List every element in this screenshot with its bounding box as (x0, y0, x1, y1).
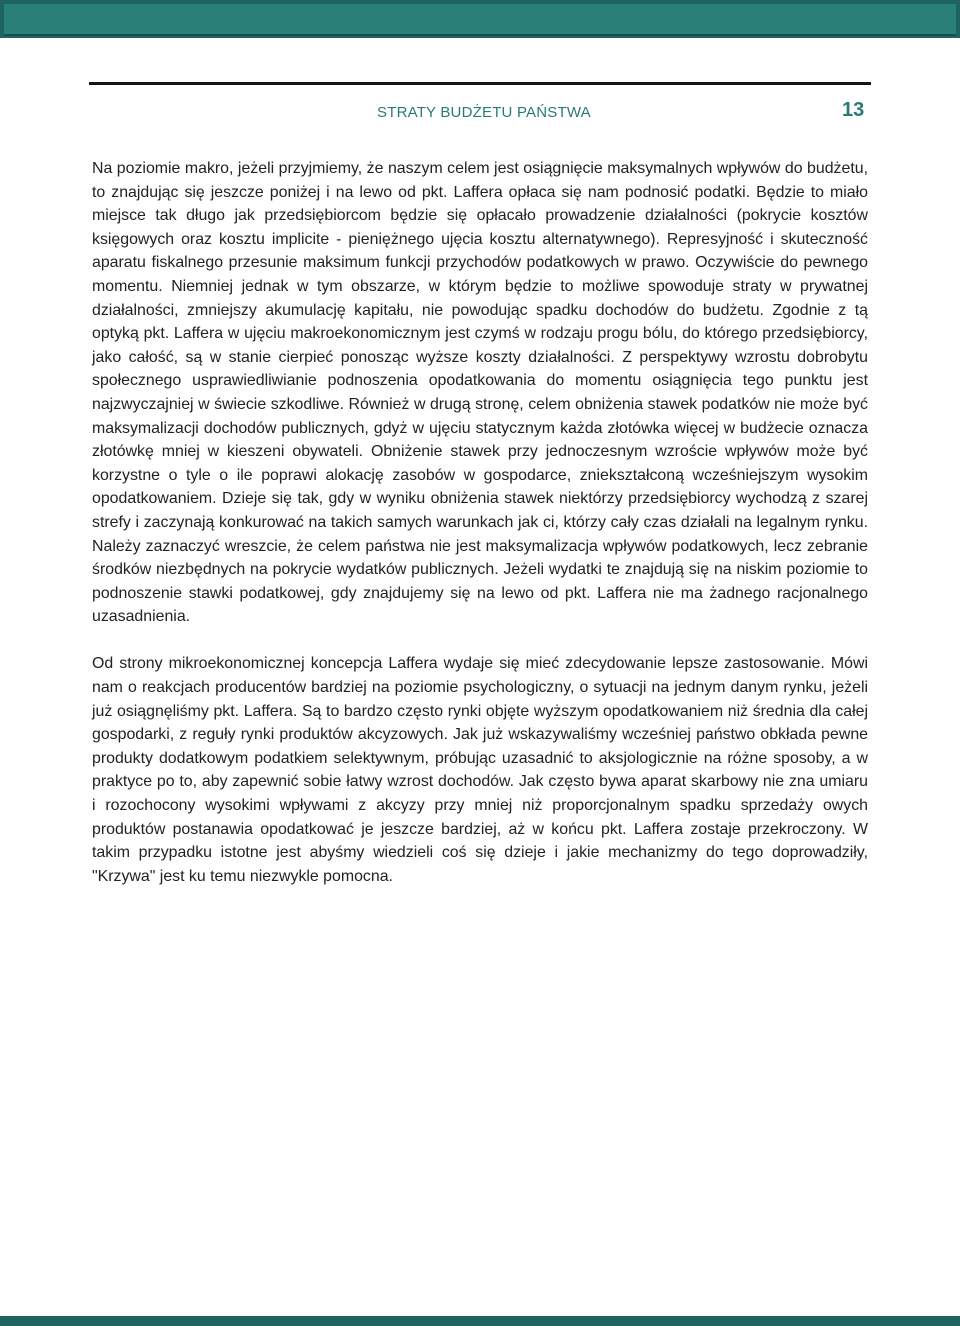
top-band-inner (4, 4, 956, 36)
paragraph-1: Na poziomie makro, jeżeli przyjmiemy, że naszym celem jest osiągnięcie maksymalnych wpływów do budżetu, to znajdując się jeszcze poniżej i na lewo od pkt. Laffera opłaca się nam podnosić podatki. Będzie to miało miejsce tak długo jak przedsiębiorcom będzie się opłacało prowadzenie działalności (pokrycie kosztów księgowych oraz kosztu implicite - pieniężnego ujęcia kosztu alternatywnego). Represyjność i skuteczność aparatu fiskalnego przesunie maksimum funkcji przychodów podatkowych w prawo. Oczywiście do pewnego momentu. Niemniej jednak w tym obszarze, w którym będzie to możliwe spowoduje straty w prywatnej działalności, zmniejszy akumulację kapitału, nie powodując spadku dochodów do budżetu. Zgodnie z tą optyką pkt. Laffera w ujęciu makroekonomicznym jest czymś w rodzaju progu bólu, do którego przedsiębiorcy, jako całość, są w stanie cierpieć ponosząc wyższe koszty działalności. Z perspektywy wzrostu dobrobytu społecznego usprawiedliwianie podnoszenia opodatkowania do momentu osiągnięcia tego punktu jest najzwyczajniej w świecie szkodliwe. Również w drugą stronę, celem obniżenia stawek podatków nie może być maksymalizacji dochodów publicznych, gdyż w ujęciu statycznym każda złotówka więcej w budżecie oznacza złotówkę mniej w kieszeni obywateli. Obniżenie stawek przy jednoczesnym wzroście wpływów może być korzystne o tyle o ile poprawi alokację zasobów w gospodarce, zniekształconą wcześniejszym wysokim opodatkowaniem. Dzieje się tak, gdy w wyniku obniżenia stawek niektórzy przedsiębiorcy wychodzą z szarej strefy i zaczynają konkurować na takich samych warunkach jak ci, którzy cały czas działali na legalnym rynku. Należy zaznaczyć wreszcie, że celem państwa nie jest maksymalizacja wpływów podatkowych, lecz zebranie środków niezbędnych na pokrycie wydatków publicznych. Jeżeli wydatki te znajdują się na niskim poziomie to podnoszenie stawki podatkowej, gdy znajdujemy się na lewo od pkt. Laffera nie ma żadnego racjonalnego uzasadnienia. (92, 160, 868, 626)
page-number: 13 (842, 99, 865, 121)
paragraph-2: Od strony mikroekonomicznej koncepcja Laffera wydaje się mieć zdecydowanie lepsze zastosowanie. Mówi nam o reakcjach producentów bardziej na poziomie psychologiczny, o sytuacji na jednym danym rynku, jeżeli już osiągnęliśmy pkt. Laffera. Są to bardzo często rynki objęte wyższym opodatkowaniem niż średnia dla całej gospodarki, z reguły rynki produktów akcyzowych. Jak już wskazywaliśmy wcześniej państwo obkłada pewne produkty dodatkowym podatkiem selektywnym, próbując uzasadnić to aksjologicznie na różne sposoby, a w praktyce po to, aby zapewnić sobie łatwy wzrost dochodów. Jak często bywa aparat skarbowy nie zna umiaru i rozochocony wysokimi wpływami z akcyzy przy mniej niż proporcjonalnym spadku sprzedaży owych produktów postanawia opodatkować je jeszcze bardziej, aż w końcu pkt. Laffera zostaje przekroczony. W takim przypadku istotne jest abyśmy wiedzieli coś się dzieje i jakie mechanizmy do tego doprowadziły, "Krzywa" jest ku temu niezwykle pomocna. (92, 655, 868, 885)
running-header-title: STRATY BUDŻETU PAŃSTWA (377, 104, 591, 121)
body-text (92, 157, 868, 888)
bottom-decorative-band (0, 1316, 960, 1326)
top-decorative-band (0, 0, 960, 38)
header-rule (89, 82, 871, 85)
